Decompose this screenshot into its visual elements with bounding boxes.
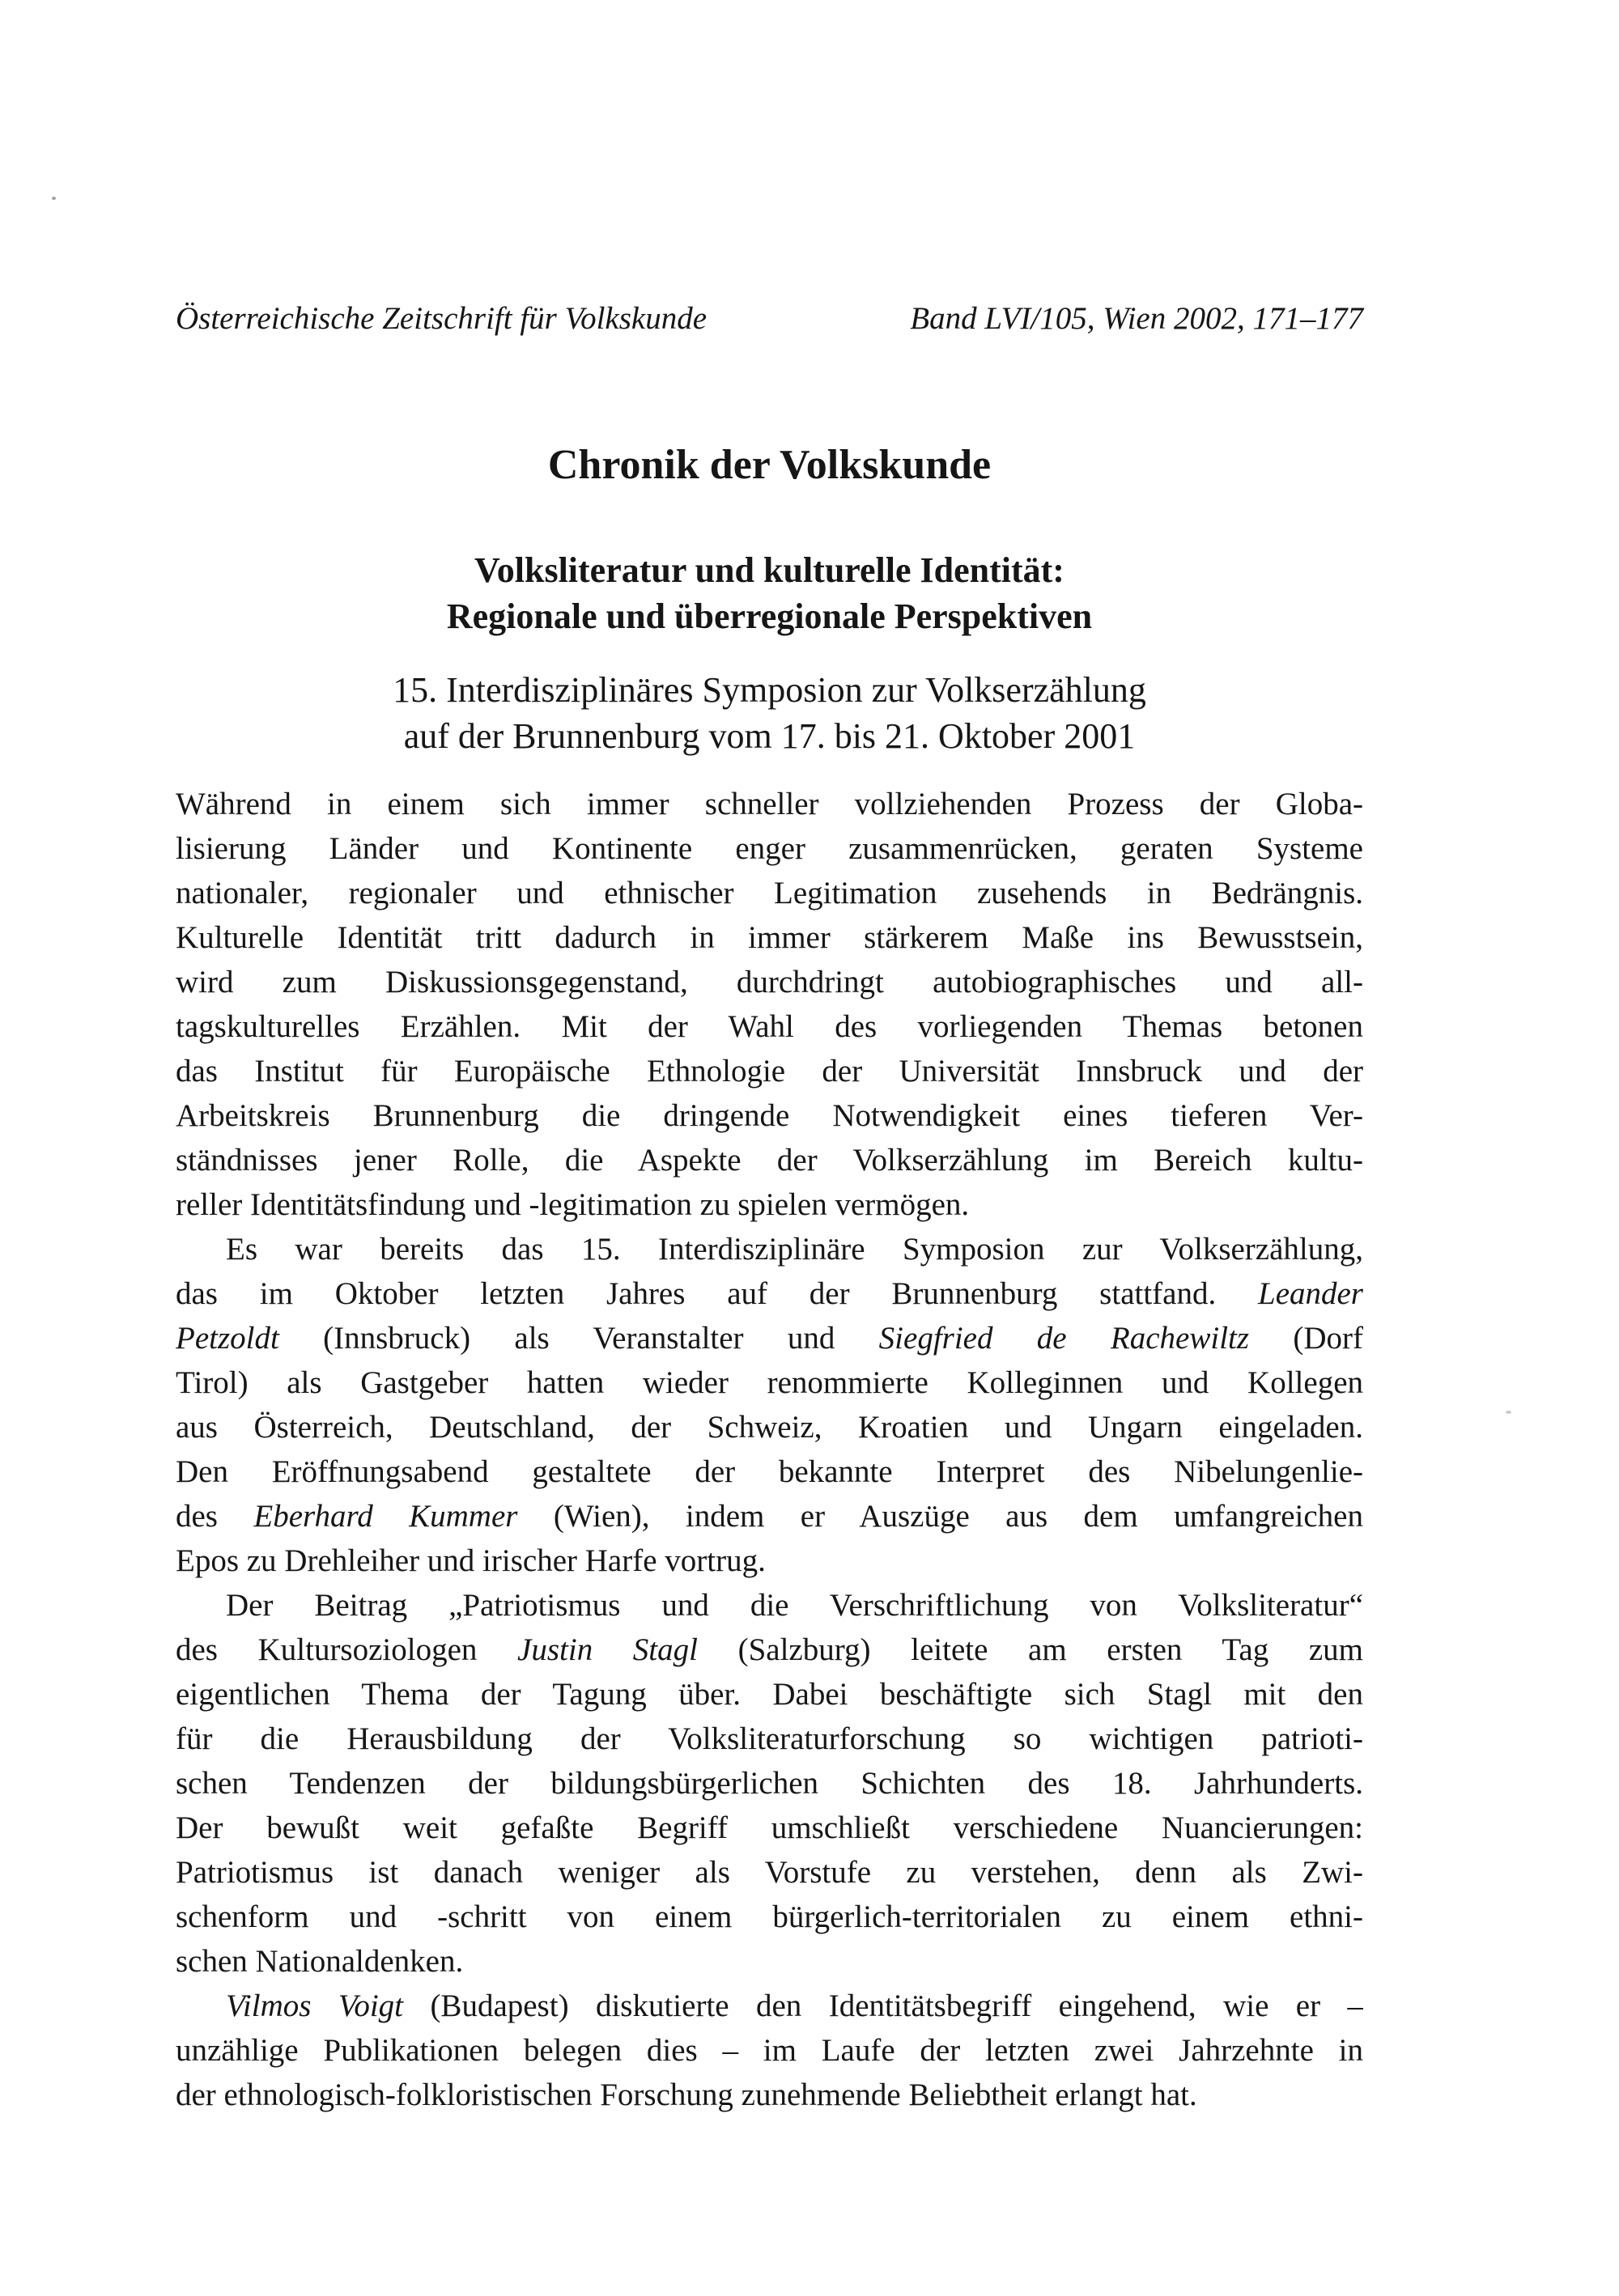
body-text-line — [176, 2028, 1363, 2073]
body-text-run: unzählige Publikationen belegen dies – im Laufe der letzten zwei Jahrzehnte in — [176, 2033, 1363, 2068]
body-text-line — [176, 1583, 1363, 1628]
body-text-run: der ethnologisch-folkloristischen Forschung zunehmende Beliebtheit erlangt hat. — [176, 2077, 1197, 2112]
body-text-line — [176, 1449, 1363, 1494]
body-text-line — [176, 1093, 1363, 1138]
person-name-italic: Leander — [1258, 1276, 1363, 1311]
body-text-line — [176, 1271, 1363, 1316]
section-title: Chronik der Volkskunde — [547, 442, 992, 488]
body-text-line — [176, 1494, 1363, 1538]
body-text-line — [176, 1182, 1363, 1227]
article-title — [176, 547, 1363, 639]
issue-info: Band LVI/105, Wien 2002, 171–177 — [910, 301, 1363, 336]
body-text-line — [176, 1004, 1363, 1049]
person-name-italic: Siegfried de Rachewiltz — [878, 1321, 1250, 1356]
person-name-italic: Petzoldt — [176, 1321, 279, 1356]
body-text-line — [176, 871, 1363, 915]
body-text-line — [176, 1628, 1363, 1672]
body-text-run: eigentlichen Thema der Tagung über. Dabei beschäftigte sich Stagl mit den — [176, 1677, 1363, 1712]
body-text-run: tagskulturelles Erzählen. Mit der Wahl des vorliegenden Themas betonen — [176, 1009, 1363, 1044]
event-info — [176, 667, 1363, 759]
body-text-line — [176, 1717, 1363, 1761]
body-text-run: schen Tendenzen der bildungsbürgerlichen Schichten des 18. Jahrhunderts. — [176, 1766, 1363, 1801]
body-text-run: des Kultursoziologen — [176, 1632, 518, 1667]
body-text-line — [176, 915, 1363, 960]
body-text-line — [176, 1227, 1363, 1271]
body-text-line — [176, 1939, 1363, 1984]
body-text-run: (Dorf — [1249, 1321, 1363, 1356]
body-text-run: aus Österreich, Deutschland, der Schweiz, Kroatien und Ungarn eingeladen. — [176, 1410, 1363, 1445]
scan-artifact-speck — [52, 197, 56, 200]
article-title-line-1: Volksliteratur und kulturelle Identität: — [474, 550, 1064, 590]
body-text-run: Es war bereits das 15. Interdisziplinäre Symposion zur Volkserzählung, — [226, 1232, 1363, 1267]
body-text-run: nationaler, regionaler und ethnischer Legitimation zusehends in Bedrängnis. — [176, 876, 1363, 910]
page-header — [176, 301, 1363, 337]
body-text-line — [176, 1360, 1363, 1405]
body-text-line — [176, 1984, 1363, 2028]
body-text-line — [176, 2073, 1363, 2117]
body-text-line — [176, 1672, 1363, 1717]
event-info-line-1: 15. Interdisziplinäres Symposion zur Volkserzählung — [393, 670, 1146, 710]
body-text-run: ständnisses jener Rolle, die Aspekte der Volkserzählung im Bereich kultu- — [176, 1143, 1363, 1178]
body-text-line — [176, 1138, 1363, 1182]
body-text-line — [176, 826, 1363, 871]
body-text-run: Tirol) als Gastgeber hatten wieder renommierte Kolleginnen und Kollegen — [176, 1365, 1363, 1400]
body-text-run: (Innsbruck) als Veranstalter und — [278, 1321, 879, 1356]
body-text-line — [176, 782, 1363, 826]
article-body — [176, 782, 1363, 2117]
body-text-run: Der bewußt weit gefaßte Begriff umschließt verschiedene Nuancierungen: — [176, 1810, 1363, 1845]
body-text-line — [176, 1049, 1363, 1093]
journal-name: Österreichische Zeitschrift für Volkskunde — [176, 301, 708, 336]
body-text-line — [176, 1895, 1363, 1939]
body-text-run: schenform und -schritt von einem bürgerlich-territorialen zu einem ethni- — [176, 1899, 1363, 1934]
body-text-line — [176, 1316, 1363, 1360]
body-text-run: lisierung Länder und Kontinente enger zusammenrücken, geraten Systeme — [176, 831, 1363, 866]
event-info-line-2: auf der Brunnenburg vom 17. bis 21. Oktober 2001 — [403, 716, 1136, 756]
person-name-italic: Justin Stagl — [517, 1632, 698, 1667]
body-text-run: wird zum Diskussionsgegenstand, durchdringt autobiographisches und all- — [176, 965, 1363, 999]
body-text-line — [176, 1405, 1363, 1449]
body-text-line — [176, 960, 1363, 1004]
body-text-run: Epos zu Drehleiher und irischer Harfe vortrug. — [176, 1543, 766, 1578]
body-text-line — [176, 1538, 1363, 1583]
body-text-run: (Wien), indem er Auszüge aus dem umfangreichen — [517, 1499, 1363, 1534]
body-text-run: Arbeitskreis Brunnenburg die dringende Notwendigkeit eines tieferen Ver- — [176, 1098, 1363, 1133]
body-text-run: reller Identitätsfindung und -legitimation zu spielen vermögen. — [176, 1187, 970, 1222]
body-text-line — [176, 1761, 1363, 1806]
body-text-run: Der Beitrag „Patriotismus und die Verschriftlichung von Volksliteratur“ — [226, 1588, 1363, 1623]
body-text-run: das Institut für Europäische Ethnologie der Universität Innsbruck und der — [176, 1054, 1363, 1089]
person-name-italic: Eberhard Kummer — [253, 1499, 518, 1534]
body-text-line — [176, 1806, 1363, 1850]
article-title-line-2: Regionale und überregionale Perspektiven — [446, 596, 1093, 636]
scan-artifact-speck — [1506, 1411, 1511, 1414]
person-name-italic: Vilmos Voigt — [226, 1988, 404, 2023]
body-text-run: schen Nationaldenken. — [176, 1944, 464, 1979]
body-text-run: für die Herausbildung der Volksliteraturforschung so wichtigen patrioti- — [176, 1721, 1363, 1756]
body-text-run: (Salzburg) leitete am ersten Tag zum — [697, 1632, 1363, 1667]
body-text-run: (Budapest) diskutierte den Identitätsbegriff eingehend, wie er – — [403, 1988, 1363, 2023]
body-text-run: Während in einem sich immer schneller vollziehenden Prozess der Globa- — [176, 787, 1363, 821]
body-text-run: Den Eröffnungsabend gestaltete der bekannte Interpret des Nibelungenlie- — [176, 1454, 1363, 1489]
body-text-run: Patriotismus ist danach weniger als Vorstufe zu verstehen, denn als Zwi- — [176, 1855, 1363, 1890]
body-text-line — [176, 1850, 1363, 1895]
body-text-run: Kulturelle Identität tritt dadurch in immer stärkerem Maße ins Bewusstsein, — [176, 920, 1363, 955]
body-text-run: das im Oktober letzten Jahres auf der Brunnenburg stattfand. — [176, 1276, 1258, 1311]
body-text-run: des — [176, 1499, 254, 1534]
